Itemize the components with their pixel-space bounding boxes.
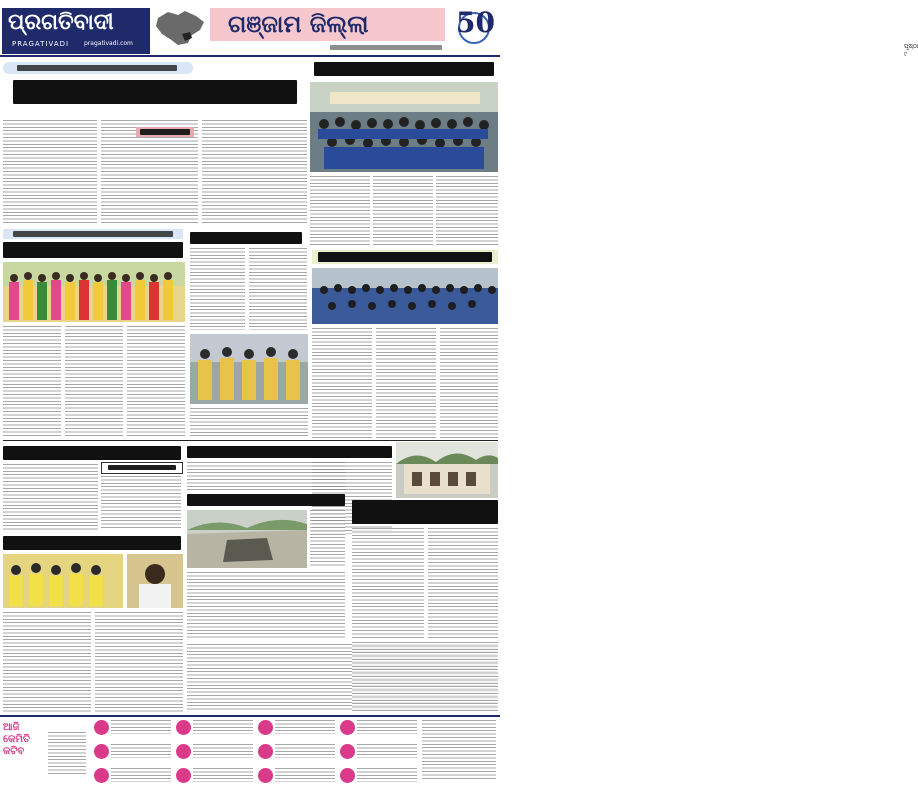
- lead-col-3: [202, 120, 307, 225]
- tribal-kicker: [3, 229, 183, 239]
- section-rule-1: [3, 440, 498, 441]
- school-col-2: [428, 528, 498, 638]
- masthead-rule: [0, 55, 500, 57]
- tribal-dance-photo[interactable]: [3, 262, 185, 322]
- broken-drain-photo[interactable]: [187, 510, 307, 568]
- horoscope-col-5: [420, 718, 498, 788]
- page-tag: ପୃଷ୍ଠା ୯: [904, 43, 918, 58]
- left-story-headline: [3, 446, 181, 460]
- leo-icon: [176, 744, 191, 759]
- masthead: [0, 6, 918, 58]
- lead-story-header: [3, 60, 305, 120]
- libra-icon: [258, 720, 273, 735]
- tribal-col-3: [127, 326, 185, 438]
- lead-headline: [13, 80, 297, 104]
- mla-story-headline: [312, 446, 392, 458]
- horoscope-title-box: [3, 722, 47, 784]
- nss-col-2: [373, 176, 433, 246]
- anniversary-number: 50: [456, 6, 495, 39]
- sports-felicitation-photo[interactable]: [190, 334, 308, 404]
- lead-subhead-box: [136, 127, 194, 137]
- horoscope-col-4: [338, 718, 419, 788]
- nss-col-3: [436, 176, 498, 246]
- lead-col-1: [3, 120, 97, 225]
- left-story-col-1: [3, 464, 98, 530]
- school-col-1: [352, 528, 424, 638]
- horoscope-title: ଆଜି କେମିତି କଟିବ: [3, 722, 31, 757]
- top-strip: [0, 0, 500, 8]
- virgo-icon: [176, 768, 191, 783]
- sports-col-3: [190, 408, 308, 438]
- horoscope-strip: [0, 718, 500, 788]
- scorpio-icon: [258, 744, 273, 759]
- middle-story-text: [187, 572, 345, 640]
- school-photo[interactable]: [396, 442, 498, 498]
- anniversary-badge: [448, 6, 918, 58]
- gandhi-col-1: [3, 612, 91, 712]
- odisha-map-icon: [152, 8, 210, 48]
- gandhi-portrait-photo[interactable]: [127, 554, 183, 608]
- horoscope-col-3: [256, 718, 337, 788]
- drain-story-text: [310, 510, 345, 568]
- cricket-team-photo[interactable]: [312, 268, 498, 324]
- cricket-col-1: [312, 328, 372, 438]
- taurus-icon: [94, 744, 109, 759]
- left-story-subhead: [101, 462, 183, 474]
- sagittarius-icon: [258, 768, 273, 783]
- district-title: ଗଞ୍ଜାମ ଜିଲ୍ଲା: [228, 10, 369, 38]
- dateline: [210, 43, 445, 52]
- bottom-rule: [0, 715, 500, 717]
- sports-col-2: [249, 248, 307, 330]
- nss-col-1: [310, 176, 370, 246]
- gandhi-event-photo[interactable]: [3, 554, 123, 608]
- tribal-col-1: [3, 326, 61, 438]
- aquarius-icon: [340, 744, 355, 759]
- logo-url: pragativadi.com: [84, 40, 133, 47]
- school-col-3: [352, 642, 498, 712]
- nss-headline: [314, 62, 494, 76]
- drain-story-headline: [187, 494, 345, 506]
- district-band: [210, 8, 445, 41]
- lead-kicker: [3, 62, 193, 74]
- cricket-col-2: [376, 328, 436, 438]
- logo-text: ପ୍ରଗତିବାଦୀ: [8, 10, 114, 35]
- nss-group-photo[interactable]: [310, 82, 498, 172]
- school-story-headline: [352, 500, 498, 524]
- cancer-icon: [176, 720, 191, 735]
- sports-headline: [190, 232, 302, 244]
- cricket-col-3: [440, 328, 498, 438]
- horoscope-col-1: [92, 718, 173, 788]
- pisces-icon: [340, 768, 355, 783]
- gemini-icon: [94, 768, 109, 783]
- sports-col-1: [190, 248, 245, 330]
- newspaper-logo[interactable]: [2, 8, 150, 54]
- cricket-headline: [318, 252, 492, 262]
- tribal-headline: [3, 242, 183, 258]
- left-story-col-2: [101, 476, 181, 530]
- aries-icon: [94, 720, 109, 735]
- capricorn-icon: [340, 720, 355, 735]
- horoscope-col-2: [174, 718, 255, 788]
- gandhi-story-headline: [3, 536, 181, 550]
- cricket-header-band: [312, 250, 498, 264]
- nss-story-header: [310, 60, 498, 80]
- logo-english: PRAGATIVADI: [12, 40, 70, 48]
- gandhi-col-2: [95, 612, 183, 712]
- tribal-col-2: [65, 326, 123, 438]
- astrologer-box: [48, 722, 88, 784]
